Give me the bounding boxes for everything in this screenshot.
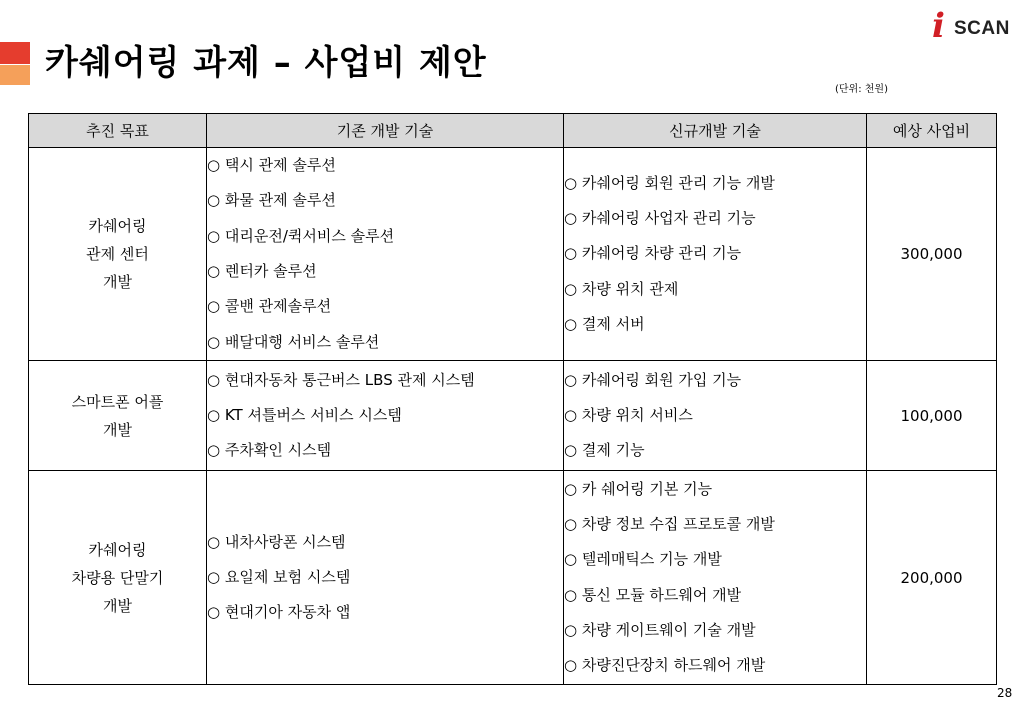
list-item: ○ 카쉐어링 회원 관리 기능 개발 [564, 166, 866, 201]
list-item: ○ KT 셔틀버스 서비스 시스템 [207, 398, 563, 433]
list-item: ○ 카 쉐어링 기본 기능 [564, 472, 866, 507]
unit-note: (단위: 천원) [835, 84, 888, 95]
goal-cell [29, 148, 207, 361]
goal-line: 차량용 단말기 [71, 568, 164, 587]
logo-wordmark: SCAN [954, 18, 1010, 39]
existing-tech-cell [207, 148, 564, 361]
budget-cell: 100,000 [867, 361, 997, 471]
goal-line: 스마트폰 어플 [71, 392, 164, 411]
list-item: ○ 대리운전/퀵서비스 솔루션 [207, 219, 563, 254]
header-budget: 예상 사업비 [867, 114, 997, 148]
goal-line: 카쉐어링 [88, 217, 147, 235]
list-item: ○ 결제 기능 [564, 433, 866, 468]
table-header-row [29, 114, 997, 148]
list-item: ○ 내차사랑폰 시스템 [207, 525, 563, 560]
list-item: ○ 콜밴 관제솔루션 [207, 289, 563, 324]
list-item: ○ 카쉐어링 차량 관리 기능 [564, 236, 866, 271]
page-title: 카쉐어링 과제 – 사업비 제안 [45, 43, 487, 83]
list-item: ○ 현대기아 자동차 앱 [207, 595, 563, 630]
table-row [29, 471, 997, 685]
list-item: ○ 차량 위치 관제 [564, 272, 866, 307]
header-existing-tech: 기존 개발 기술 [207, 114, 564, 148]
table-row [29, 361, 997, 471]
list-item: ○ 요일제 보험 시스템 [207, 560, 563, 595]
list-item: ○ 차량진단장치 하드웨어 개발 [564, 648, 866, 683]
list-item: ○ 택시 관제 솔루션 [207, 148, 563, 183]
list-item: ○ 차량 정보 수집 프로토콜 개발 [564, 507, 866, 542]
list-item: ○ 카쉐어링 사업자 관리 기능 [564, 201, 866, 236]
table-row [29, 148, 997, 361]
list-item: ○ 차량 게이트웨이 기술 개발 [564, 613, 866, 648]
goal-line: 카쉐어링 [88, 540, 147, 559]
goal-cell [29, 361, 207, 471]
list-item: ○ 화물 관제 솔루션 [207, 183, 563, 218]
goal-line: 개발 [103, 420, 132, 439]
list-item: ○ 배달대행 서비스 솔루션 [207, 325, 563, 360]
existing-tech-cell [207, 471, 564, 685]
new-tech-cell [564, 361, 867, 471]
list-item: ○ 차량 위치 서비스 [564, 398, 866, 433]
header-new-tech: 신규개발 기술 [564, 114, 867, 148]
list-item: ○ 카쉐어링 회원 가입 기능 [564, 363, 866, 398]
new-tech-cell [564, 471, 867, 685]
iscan-logo [930, 6, 1018, 46]
logo-i-mark: i [932, 6, 945, 46]
header-goal: 추진 목표 [29, 114, 207, 148]
goal-line: 개발 [103, 273, 132, 291]
title-accent-orange-bar [0, 65, 30, 85]
list-item: ○ 텔레매틱스 기능 개발 [564, 542, 866, 577]
budget-cell: 200,000 [867, 471, 997, 685]
existing-tech-cell [207, 361, 564, 471]
list-item: ○ 현대자동차 통근버스 LBS 관제 시스템 [207, 363, 563, 398]
budget-cell: 300,000 [867, 148, 997, 361]
goal-line: 관제 센터 [86, 245, 149, 263]
budget-table [28, 113, 997, 685]
goal-line: 개발 [103, 596, 132, 615]
list-item: ○ 통신 모듈 하드웨어 개발 [564, 578, 866, 613]
title-accent-red-bar [0, 42, 30, 64]
list-item: ○ 결제 서버 [564, 307, 866, 342]
list-item: ○ 렌터카 솔루션 [207, 254, 563, 289]
new-tech-cell [564, 148, 867, 361]
page-number: 28 [997, 686, 1013, 700]
list-item: ○ 주차확인 시스템 [207, 433, 563, 468]
goal-cell [29, 471, 207, 685]
